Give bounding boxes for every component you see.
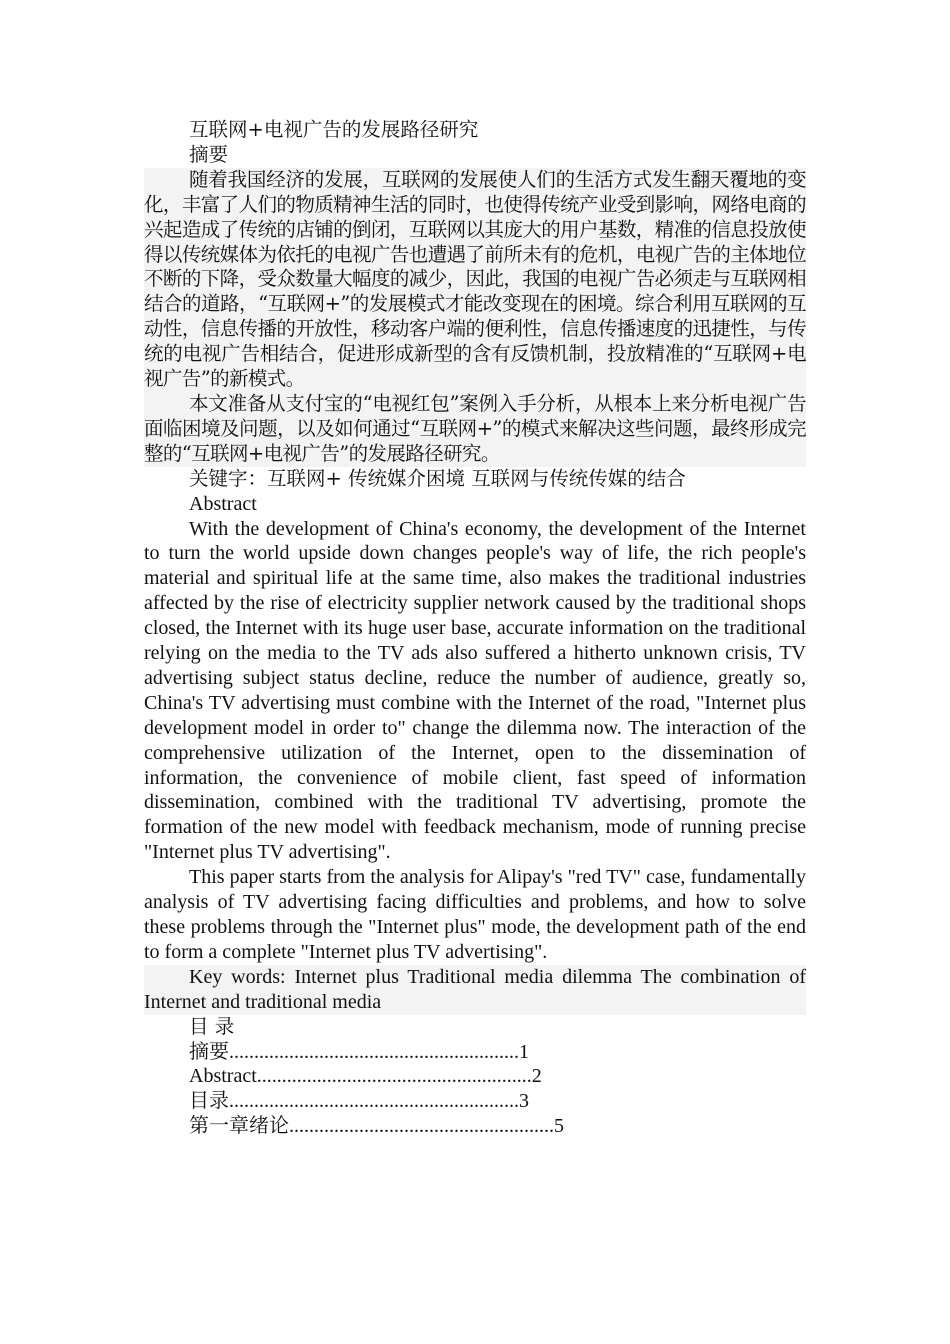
toc-entry-label: 第一章绪论	[189, 1115, 289, 1138]
toc-entry-label: 目录	[189, 1090, 229, 1113]
toc-entry-page: 3	[519, 1090, 529, 1113]
toc-entry-page: 5	[554, 1115, 564, 1138]
toc-entry-dots: .....................................................	[289, 1115, 554, 1138]
toc-entry[interactable]	[144, 1040, 806, 1065]
abstract-en-paragraph-2: This paper starts from the analysis for Alipay's "red TV" case, fundamentally analysis of TV advertising facing difficulties and problems, and how to solve these problems through the "Internet plus" mode, the development path of the end to form a complete "Internet plus TV advertising".	[144, 866, 806, 963]
toc-entry-label: Abstract	[189, 1065, 257, 1088]
toc-entry-dots: ..........................................................	[229, 1040, 519, 1063]
toc-entry-dots: .......................................................	[256, 1065, 532, 1088]
toc-entry[interactable]	[144, 1089, 806, 1114]
keywords-cn: 关键字：互联网+ 传统媒介困境 互联网与传统传媒的结合	[189, 466, 686, 490]
toc-entry-page: 1	[519, 1040, 529, 1063]
keywords-en: Key words: Internet plus Traditional media dilemma The combination of Internet and traditional media	[144, 965, 806, 1013]
toc-entry[interactable]	[144, 1064, 806, 1089]
toc-entry-label: 摘要	[189, 1040, 229, 1063]
toc-entry[interactable]	[144, 1114, 806, 1139]
toc-entry-page: 2	[531, 1065, 542, 1088]
abstract-heading-en: Abstract	[189, 492, 257, 515]
abstract-heading-cn: 摘要	[189, 142, 229, 166]
document-page	[144, 118, 806, 1139]
table-of-contents	[144, 1040, 806, 1140]
document-title: 互联网+电视广告的发展路径研究	[189, 118, 479, 141]
toc-entry-dots: ..........................................................	[229, 1090, 519, 1113]
abstract-en-paragraph-1: With the development of China's economy, the development of the Internet to turn the world upside down changes people's way of life, the rich people's material and spiritual life at the same time, also makes the traditional industries affected by the rise of electricity supplier network caused by the traditional shops closed, the Internet with its huge user base, accurate information on the traditional relying on the media to the TV ads also suffered a hitherto unknown crisis, TV advertising subject status decline, reduce the number of audience, greatly so, China's TV advertising must combine with the Internet of the road, "Internet plus development model in order to" change the dilemma now. The interaction of the comprehensive utilization of the Internet, open to the dissemination of information, the convenience of mobile client, fast speed of information dissemination, combined with the traditional TV advertising, promote the formation of the new model with feedback mechanism, mode of running precise "Internet plus TV advertising".	[144, 517, 806, 864]
abstract-cn-paragraph-1: 随着我国经济的发展，互联网的发展使人们的生活方式发生翻天覆地的变化，丰富了人们的物质精神生活的同时，也使得传统产业受到影响，网络电商的兴起造成了传统的店铺的倒闭，互联网以其庞大的用户基数，精准的信息投放使得以传统媒体为依托的电视广告也遭遇了前所未有的危机，电视广告的主体地位不断的下降，受众数量大幅度的减少，因此，我国的电视广告必须走与互联网相结合的道路，“互联网+”的发展模式才能改变现在的困境。综合利用互联网的互动性，信息传播的开放性，移动客户端的便利性，信息传播速度的迅捷性，与传统的电视广告相结合，促进形成新型的含有反馈机制，投放精准的“互联网+电视广告”的新模式。	[144, 167, 806, 391]
abstract-cn-paragraph-2: 本文准备从支付宝的“电视红包”案例入手分析，从根本上来分析电视广告面临困境及问题，以及如何通过“互联网+”的模式来解决这些问题，最终形成完整的“互联网+电视广告”的发展路径研究。	[144, 391, 806, 465]
toc-heading: 目 录	[189, 1014, 235, 1038]
